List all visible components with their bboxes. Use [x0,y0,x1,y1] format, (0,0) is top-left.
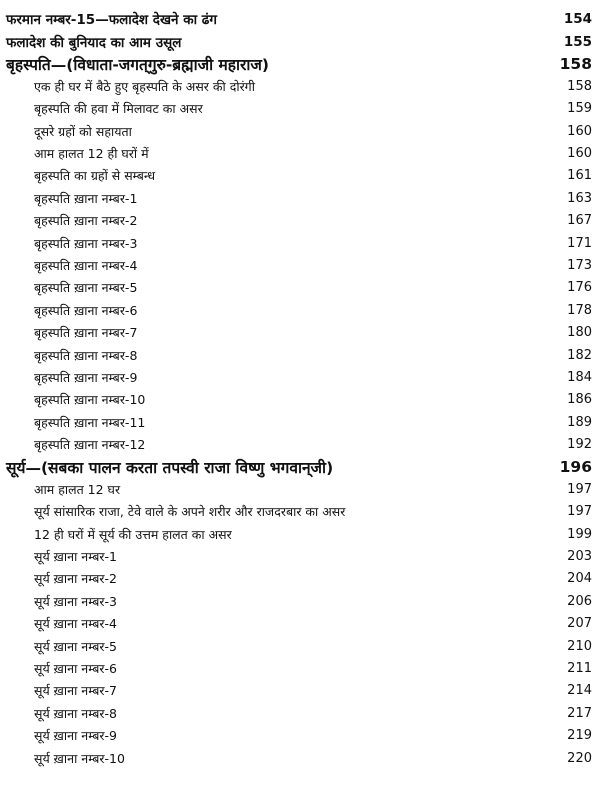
toc-subentry [6,120,592,142]
entry-title: सूर्य ख़ाना नम्बर-1 [34,549,117,565]
toc-subentry [6,568,592,590]
toc-subentry [6,165,592,187]
toc-subentry [6,366,592,388]
entry-title: बृहस्पति ख़ाना नम्बर-9 [34,369,138,385]
entry-title: सूर्य ख़ाना नम्बर-8 [34,705,117,721]
entry-title: सूर्य ख़ाना नम्बर-2 [34,571,117,587]
page-number: 180 [567,325,592,341]
page-number: 154 [563,11,592,28]
entry-title: बृहस्पति ख़ाना नम्बर-2 [34,213,138,229]
page-number: 186 [567,392,592,408]
toc-subentry [6,590,592,612]
entry-title: बृहस्पति ख़ाना नम्बर-7 [34,325,138,341]
entry-title: बृहस्पति का ग्रहों से सम्बन्ध [34,168,156,184]
page-number: 159 [567,101,592,117]
toc-subentry [6,680,592,702]
entry-title: सूर्य ख़ाना नम्बर-9 [34,728,117,744]
entry-title: बृहस्पति ख़ाना नम्बर-5 [34,280,138,296]
page-number: 176 [567,280,592,296]
toc-subentry [6,344,592,366]
entry-title: सूर्य ख़ाना नम्बर-4 [34,616,117,632]
page-number: 167 [567,213,592,229]
page-number: 161 [567,168,592,184]
page-number: 214 [567,683,592,699]
page-number: 182 [567,347,592,363]
toc-subentry [6,747,592,769]
page-number: 196 [559,458,592,476]
page-number: 158 [567,78,592,94]
entry-title: सूर्य ख़ाना नम्बर-6 [34,661,117,677]
entry-title: सूर्य ख़ाना नम्बर-3 [34,593,117,609]
page-number: 171 [567,235,592,251]
entry-title: सूर्य ख़ाना नम्बर-7 [34,683,117,699]
page-number: 189 [567,414,592,430]
page-number: 178 [567,302,592,318]
toc-subentry [6,299,592,321]
toc-subentry [6,657,592,679]
entry-title: सूर्य सांसारिक राजा, टेवे वाले के अपने शरीर और राजदरबार का असर [34,504,346,520]
page-number: 219 [567,728,592,744]
page-number: 173 [567,257,592,273]
entry-title: आम हालत 12 घर [34,481,121,497]
entry-title: बृहस्पति ख़ाना नम्बर-10 [34,392,146,408]
entry-title: आम हालत 12 ही घरों में [34,146,149,162]
toc-subentry [6,98,592,120]
entry-title: बृहस्पति ख़ाना नम्बर-6 [34,302,138,318]
toc-subentry [6,389,592,411]
toc-subentry [6,523,592,545]
toc-subentry [6,210,592,232]
entry-title: बृहस्पति की हवा में मिलावट का असर [34,101,203,117]
page-number: 204 [567,571,592,587]
page-number: 160 [567,123,592,139]
page-number: 197 [567,481,592,497]
entry-title: सूर्य ख़ाना नम्बर-10 [34,750,125,766]
entry-title: बृहस्पति ख़ाना नम्बर-1 [34,190,138,206]
entry-title: दूसरे ग्रहों को सहायता [34,123,132,139]
toc-subentry [6,725,592,747]
entry-title: बृहस्पति ख़ाना नम्बर-4 [34,257,138,273]
toc-subentry [6,187,592,209]
toc-subentry [6,411,592,433]
toc-subentry [6,545,592,567]
toc-subentry [6,142,592,164]
page-number: 199 [567,526,592,542]
toc-subentry [6,478,592,500]
page-number: 217 [567,705,592,721]
page-number: 206 [567,593,592,609]
toc-subentry [6,254,592,276]
entry-title: 12 ही घरों में सूर्य की उत्तम हालत का असर [34,526,232,542]
entry-title: सूर्य ख़ाना नम्बर-5 [34,638,117,654]
page-number: 160 [567,146,592,162]
page-number: 192 [567,437,592,453]
entry-title: सूर्य—(सबका पालन करता तपस्वी राजा विष्णु भगवान्‌जी) [6,459,334,477]
entry-title: बृहस्पति ख़ाना नम्बर-12 [34,437,146,453]
toc-subentry [6,232,592,254]
page-number: 197 [567,504,592,520]
toc-section-heading [6,53,592,75]
toc-subentry [6,635,592,657]
page-number: 184 [567,369,592,385]
toc-subentry [6,277,592,299]
entry-title: एक ही घर में बैठे हुए बृहस्पति के असर की दोरंगी [34,78,255,94]
toc-subentry [6,75,592,97]
page-number: 158 [559,54,592,73]
toc-subentry [6,501,592,523]
page-number: 163 [567,190,592,206]
entry-title: फरमान नम्बर-15—फलादेश देखने का ढंग [6,12,217,29]
page-number: 220 [567,750,592,766]
toc-entry [6,30,592,52]
page-number: 207 [567,616,592,632]
toc-subentry [6,702,592,724]
entry-title: बृहस्पति ख़ाना नम्बर-11 [34,414,146,430]
toc-section-heading [6,456,592,478]
toc-subentry [6,433,592,455]
page-number: 203 [567,549,592,565]
entry-title: फलादेश की बुनियाद का आम उसूल [6,34,182,51]
entry-title: बृहस्पति ख़ाना नम्बर-3 [34,235,138,251]
entry-title: बृहस्पति—(विधाता-जगत्‌गुरु-ब्रह्माजी महाराज) [6,55,269,74]
toc-entry [6,8,592,30]
toc-subentry [6,321,592,343]
toc-subentry [6,613,592,635]
page-number: 211 [567,661,592,677]
page-number: 155 [563,33,592,50]
page-number: 210 [567,638,592,654]
entry-title: बृहस्पति ख़ाना नम्बर-8 [34,347,138,363]
